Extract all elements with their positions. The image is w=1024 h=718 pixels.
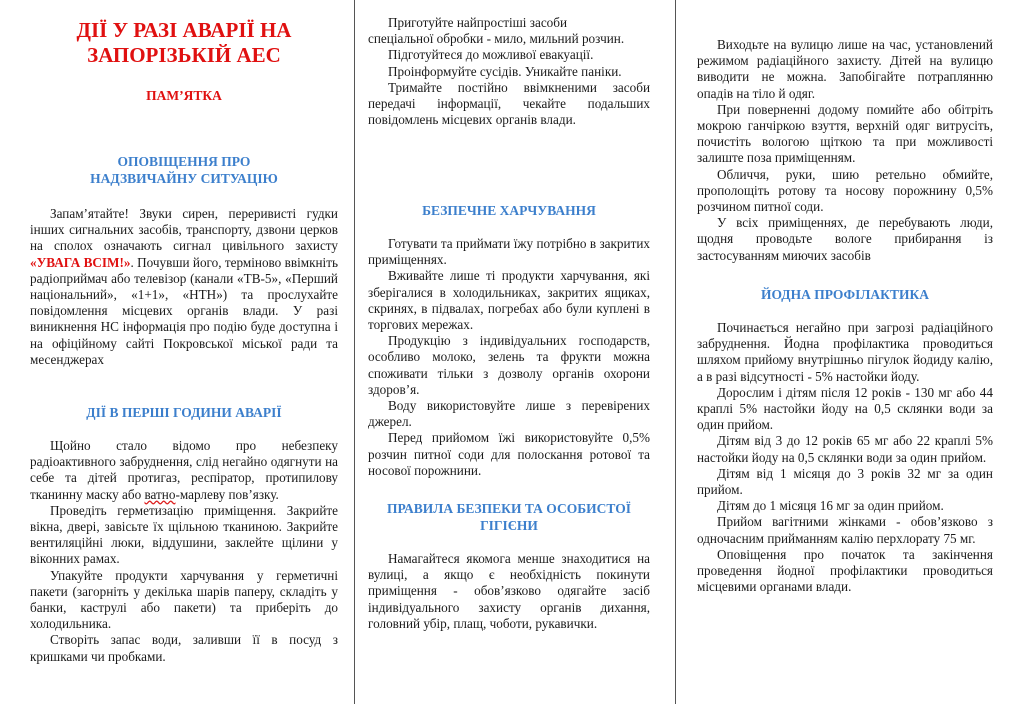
food-section [368, 236, 650, 479]
paragraph: Дітям від 3 до 12 років 65 мг або 22 краплі 5% настойки йоду на 0,5 склянки води за один прийом. [697, 433, 993, 465]
paragraph: Підготуйтеся до можливої евакуації. [388, 47, 594, 63]
column-divider-right [675, 0, 676, 704]
preparation-section [368, 15, 650, 128]
main-title: ДІЇ У РАЗІ АВАРІЇ НА ЗАПОРІЗЬКІЙ АЕС [76, 18, 292, 67]
paragraph: Продукцію з індивідуальних господарств, особливо молоко, зелень та фрукти можна споживати тільки з дозволу органів охорони здоров’я. [368, 333, 650, 397]
paragraph: Перед прийомом їжі використовуйте 0,5% розчин питної соди для полоскання ротової та носової порожнини. [368, 430, 650, 478]
iodine-section [697, 320, 993, 595]
food-heading: БЕЗПЕЧНЕ ХАРЧУВАННЯ [422, 203, 596, 218]
paragraph: Дітям до 1 місяця 16 мг за один прийом. [717, 498, 944, 514]
first-hours-heading: ДІЇ В ПЕРШІ ГОДИНИ АВАРІЇ [86, 405, 282, 420]
paragraph: Дорослим і дітям після 12 років - 130 мг або 44 краплі 5% настойки йоду на 0,5 склянки води за один прийом. [697, 384, 993, 433]
paragraph: Обличчя, руки, шию ретельно обмийте, прополощіть ротову та носову порожнину 0,5% розчином питної соди. [697, 166, 993, 215]
alert-section [30, 206, 338, 368]
paragraph: Приготуйте найпростіші засоби [388, 15, 568, 30]
column-divider-left [354, 0, 355, 704]
paragraph: Воду використовуйте лише з перевірених джерел. [368, 398, 650, 430]
alert-signal-highlight: «УВАГА ВСІМ!» [30, 254, 131, 270]
safety-heading: ПРАВИЛА БЕЗПЕКИ ТА ОСОБИСТОЇ ГІГІЄНИ [387, 501, 631, 533]
paragraph: Щойно стало відомо про небезпеку радіоактивного забруднення, слід негайно одягнути на себе та дітей протигаз, респіратор, протипилову тканинну маску або ватно-марлеву пов’язку. [30, 438, 338, 502]
alert-heading: ОПОВІЩЕННЯ ПРО НАДЗВИЧАЙНУ СИТУАЦІЮ [90, 154, 278, 186]
paragraph: Намагайтеся якомога менше знаходитися на вулиці, а якщо є необхідність покинути приміщення - обов’язково одягайте засіб індивідуального захисту органів дихання, головний убір, плащ, чоботи, рукавички. [368, 551, 650, 631]
paragraph: Оповіщення про початок та закінчення проведення йодної профілактики проводиться місцевими органами влади. [697, 546, 993, 595]
paragraph: Починається негайно при загрозі радіаційного забруднення. Йодна профілактика проводиться шляхом прийому внутрішньо пігулок йодиду калію, а в разі відсутності - 5% настойки йоду. [697, 320, 993, 384]
paragraph: При поверненні додому помийте або обітріть мокрою ганчіркою взуття, верхній одяг витрусіть, почистіть вологою щіткою та при можливості залиште поза приміщенням. [697, 101, 993, 166]
paragraph: Створіть запас води, заливши її в посуд з кришками чи пробками. [30, 632, 338, 664]
paragraph: Прийом вагітними жінками - обов’язково з одночасним прийманням калію перхлорату 75 мг. [697, 514, 993, 546]
alert-paragraph: Запам’ятайте! Звуки сирен, переривисті гудки інших сигнальних засобів, транспорту, дзвони церков на сполох означають сигнал цивільного захисту «УВАГА ВСІМ!». Почувши його, терміново ввімкніть радіоприймач або телевізор (канали «ТВ-5», «Перший національний», «1+1», «НТН») та прослухайте повідомлення місцевих органів влади. У разі виникнення НС інформація про подію буде доступна і на офіційному сайті Покровської міської ради та месенджерах [30, 206, 338, 367]
paragraph: Дітям від 1 місяця до 3 років 32 мг за один прийом. [697, 465, 993, 498]
paragraph: Вживайте лише ті продукти харчування, які зберігалися в холодильниках, закритих ящиках, скринях, в підвалах, погребах або були куплені в торгових мережах. [368, 268, 650, 333]
paragraph: Проведіть герметизацію приміщення. Закрийте вікна, двері, завісьте їх щільною тканиною. Закрийте вентиляційні люки, віддушини, заклейте щілини у віконних рамах. [30, 502, 338, 567]
iodine-heading: ЙОДНА ПРОФІЛАКТИКА [760, 287, 930, 302]
first-hours-section [30, 438, 338, 665]
paragraph: Виходьте на вулицю лише на час, установлений режимом радіаційного захисту. Дітей на вулицю виводити не можна. Запобігайте потраплянню опадів на тіло й одяг. [697, 37, 993, 101]
paragraph: У всіх приміщеннях, де перебувають люди, щодня проводьте вологе прибирання із застосуванням миючих засобів [697, 215, 993, 263]
paragraph: Упакуйте продукти харчування у герметичні пакети (загорніть у декілька шарів паперу, складіть у банки, каструлі або пакети) та приберіть до холодильника. [30, 567, 338, 632]
paragraph: Готувати та приймати їжу потрібно в закритих приміщеннях. [368, 236, 650, 268]
paragraph: Проінформуйте сусідів. Уникайте паніки. [388, 63, 622, 79]
memo-label: ПАМ’ЯТКА [146, 88, 222, 103]
paragraph: спеціальної обробки - мило, мильний розчин. [368, 31, 625, 47]
safety-section [368, 551, 650, 632]
paragraph: Тримайте постійно ввімкненими засоби передачі інформації, чекайте подальших повідомлень місцевих органів влади. [368, 79, 650, 128]
hygiene-continued-section [697, 37, 993, 264]
